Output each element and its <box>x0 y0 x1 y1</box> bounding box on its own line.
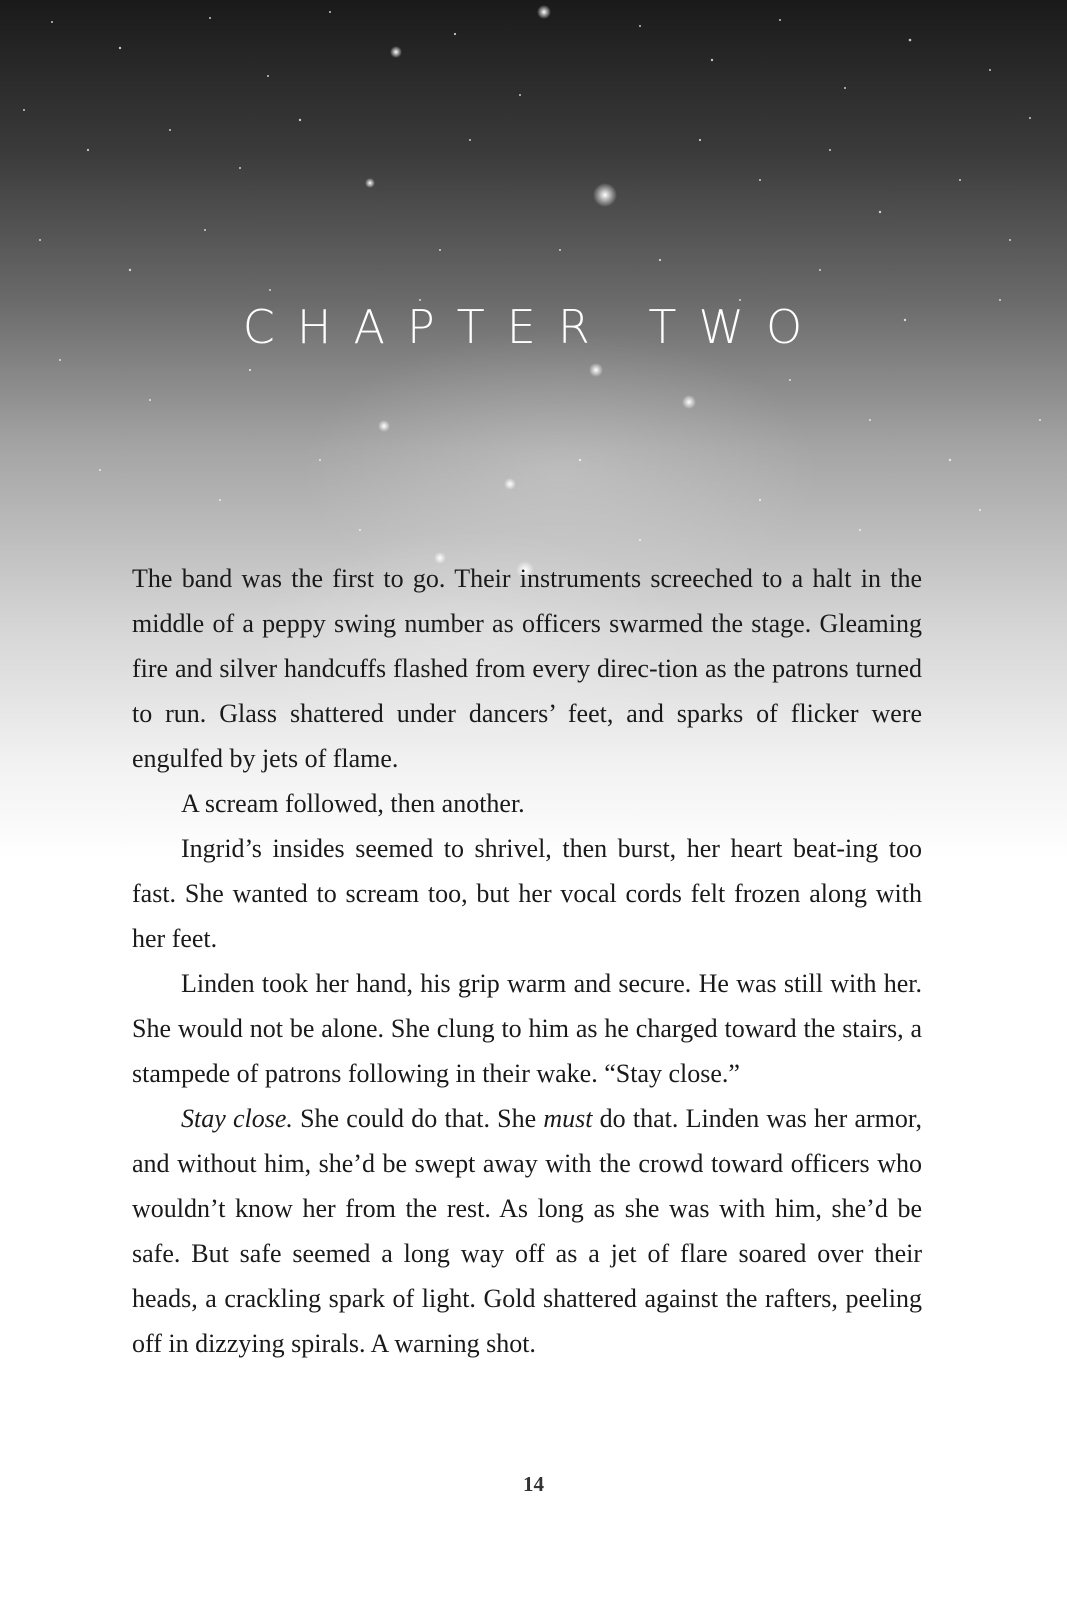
chapter-title: CHAPTER TWO <box>242 300 825 354</box>
paragraph <box>132 1096 922 1366</box>
paragraph-text: do that. Linden was her armor, and without him, she’d be swept away with the crowd toward officers who wouldn’t know her from the rest. As long as she was with him, she’d be safe. But safe seemed a long way off as a jet of flare soared over their heads, a crackling spark of light. Gold shattered against the rafters, peeling off in dizzying spirals. A warning shot. <box>132 1104 922 1358</box>
paragraph: A scream followed, then another. <box>181 789 525 818</box>
paragraph: Ingrid’s insides seemed to shrivel, then burst, her heart beat-ing too fast. She wanted to scream too, but her vocal cords felt frozen along with her feet. <box>132 834 922 953</box>
italic-phrase: Stay close. <box>181 1104 293 1133</box>
chapter-body <box>132 556 922 1366</box>
italic-emphasis: must <box>543 1104 593 1133</box>
paragraph: The band was the first to go. Their instruments screeched to a halt in the middle of a peppy swing number as officers swarmed the stage. Gleaming fire and silver handcuffs flashed from every direc-tion as the patrons turned to run. Glass shattered under dancers’ feet, and sparks of flicker were engulfed by jets of flame. <box>132 564 922 773</box>
paragraph: Linden took her hand, his grip warm and secure. He was still with her. She would not be alone. She clung to him as he charged toward the stairs, a stampede of patrons following in their wake. “Stay close.” <box>132 969 922 1088</box>
paragraph-text: She could do that. She <box>292 1104 544 1133</box>
page-number: 14 <box>523 1472 544 1496</box>
